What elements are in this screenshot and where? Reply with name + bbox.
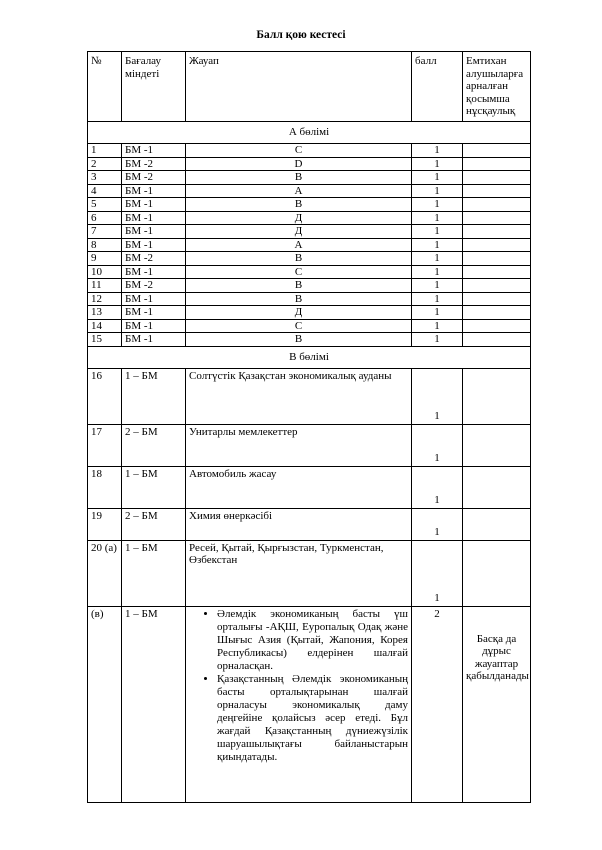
row-answer: B <box>186 171 412 185</box>
row-task: БМ -2 <box>122 279 186 293</box>
row-note <box>463 508 531 540</box>
row-task: БМ -2 <box>122 252 186 266</box>
row-task: 1 – БМ <box>122 466 186 508</box>
row-note <box>463 211 531 225</box>
row-answer: C <box>186 319 412 333</box>
section-b-label: В бөлімі <box>88 346 531 368</box>
row-note <box>463 319 531 333</box>
scoring-table <box>87 51 531 803</box>
row-num: 17 <box>88 424 122 466</box>
table-row <box>88 157 531 171</box>
row-score: 1 <box>412 466 463 508</box>
row-task: БМ -1 <box>122 265 186 279</box>
row-note <box>463 279 531 293</box>
table-row <box>88 225 531 239</box>
row-task: БМ -2 <box>122 157 186 171</box>
row-note <box>463 184 531 198</box>
row-task: БМ -1 <box>122 211 186 225</box>
table-row <box>88 265 531 279</box>
row-score: 1 <box>412 184 463 198</box>
row-answer: C <box>186 144 412 158</box>
row-num: 19 <box>88 508 122 540</box>
row-note <box>463 306 531 320</box>
row-answer: C <box>186 265 412 279</box>
row-answer: B <box>186 198 412 212</box>
row-note <box>463 252 531 266</box>
row-num: 12 <box>88 292 122 306</box>
row-score: 1 <box>412 424 463 466</box>
row-task: БМ -1 <box>122 198 186 212</box>
row-note <box>463 144 531 158</box>
table-row-v <box>88 606 531 802</box>
row-answer: A <box>186 238 412 252</box>
table-row <box>88 466 531 508</box>
row-score: 1 <box>412 265 463 279</box>
row-note <box>463 292 531 306</box>
header-row <box>88 52 531 122</box>
row-answer: Автомобиль жасау <box>186 466 412 508</box>
row-task: 1 – БМ <box>122 368 186 424</box>
row-num: 2 <box>88 157 122 171</box>
row-note <box>463 540 531 606</box>
page-title: Балл қою кестесі <box>256 29 346 41</box>
row-task: БМ -1 <box>122 292 186 306</box>
table-row <box>88 508 531 540</box>
row-score: 1 <box>412 540 463 606</box>
row-score: 2 <box>412 606 463 802</box>
row-answer: Химия өнеркәсібі <box>186 508 412 540</box>
row-num: 9 <box>88 252 122 266</box>
row-answer: Ресей, Қытай, Қырғызстан, Туркменстан, Өзбекстан <box>186 540 412 606</box>
row-answer: A <box>186 184 412 198</box>
row-task: БМ -1 <box>122 306 186 320</box>
row-note <box>463 333 531 347</box>
table-row <box>88 368 531 424</box>
row-task: БМ -1 <box>122 333 186 347</box>
row-answer: B <box>186 252 412 266</box>
row-score: 1 <box>412 319 463 333</box>
row-note <box>463 368 531 424</box>
row-note: Басқа да дұрыс жауаптар қабылданады <box>463 606 531 802</box>
header-score: балл <box>412 52 463 122</box>
row-task: БМ -1 <box>122 319 186 333</box>
row-answer: Солтүстік Қазақстан экономикалық ауданы <box>186 368 412 424</box>
row-score: 1 <box>412 368 463 424</box>
row-score: 1 <box>412 144 463 158</box>
header-answer: Жауап <box>186 52 412 122</box>
row-score: 1 <box>412 198 463 212</box>
row-num: 13 <box>88 306 122 320</box>
table-row <box>88 252 531 266</box>
row-num: 6 <box>88 211 122 225</box>
row-num: 16 <box>88 368 122 424</box>
row-note <box>463 157 531 171</box>
row-note <box>463 466 531 508</box>
row-score: 1 <box>412 508 463 540</box>
row-answer: B <box>186 333 412 347</box>
row-note <box>463 424 531 466</box>
row-score: 1 <box>412 171 463 185</box>
row-score: 1 <box>412 292 463 306</box>
row-task: БМ -1 <box>122 144 186 158</box>
table-row <box>88 279 531 293</box>
list-item: • Әлемдік экономиканың басты үш орталығы -АҚШ, Еуропалық Одақ және Шығыс Азия (Қытай, Жапония, Корея Республикасы) елдерінен шалғай орналасқан. <box>217 608 408 673</box>
list-item: • Қазақстанның Әлемдік экономиканың басты орталықтарынан шалғай орналасуы экономикалық даму деңгейіне қолайсыз әсер етеді. Бұл жағдай Қазақстанның дүниежүзілік шаруашылықтағы байланыстарын қиындатады. <box>217 673 408 764</box>
answer-bullets <box>189 608 408 764</box>
table-row <box>88 144 531 158</box>
table-row <box>88 238 531 252</box>
row-task: 2 – БМ <box>122 508 186 540</box>
row-task: 2 – БМ <box>122 424 186 466</box>
row-note <box>463 265 531 279</box>
header-note: Емтихан алушыларға арналған қосымша нұсқаулық <box>463 52 531 122</box>
row-answer: B <box>186 292 412 306</box>
row-num: 14 <box>88 319 122 333</box>
table-row <box>88 333 531 347</box>
table-row <box>88 198 531 212</box>
table-row <box>88 211 531 225</box>
row-score: 1 <box>412 333 463 347</box>
row-num: (в) <box>88 606 122 802</box>
table-row <box>88 184 531 198</box>
section-a-label: А бөлімі <box>88 122 531 144</box>
row-num: 3 <box>88 171 122 185</box>
row-num: 18 <box>88 466 122 508</box>
table-row <box>88 292 531 306</box>
row-score: 1 <box>412 157 463 171</box>
row-score: 1 <box>412 238 463 252</box>
row-task: БМ -1 <box>122 225 186 239</box>
table-row <box>88 540 531 606</box>
row-task: 1 – БМ <box>122 540 186 606</box>
row-note <box>463 225 531 239</box>
table-row <box>88 171 531 185</box>
row-answer: Д <box>186 306 412 320</box>
row-answer: Д <box>186 225 412 239</box>
header-num: № <box>88 52 122 122</box>
row-score: 1 <box>412 252 463 266</box>
row-score: 1 <box>412 306 463 320</box>
table-row <box>88 306 531 320</box>
row-answer <box>186 606 412 802</box>
row-score: 1 <box>412 279 463 293</box>
row-score: 1 <box>412 211 463 225</box>
row-answer: D <box>186 157 412 171</box>
row-note <box>463 171 531 185</box>
row-num: 5 <box>88 198 122 212</box>
row-score: 1 <box>412 225 463 239</box>
row-answer: B <box>186 279 412 293</box>
row-note <box>463 198 531 212</box>
row-answer: Д <box>186 211 412 225</box>
row-num: 11 <box>88 279 122 293</box>
row-num: 8 <box>88 238 122 252</box>
row-num: 1 <box>88 144 122 158</box>
row-answer: Унитарлы мемлекеттер <box>186 424 412 466</box>
row-task: БМ -2 <box>122 171 186 185</box>
table-row <box>88 424 531 466</box>
row-task: 1 – БМ <box>122 606 186 802</box>
row-note <box>463 238 531 252</box>
header-task: Бағалау міндеті <box>122 52 186 122</box>
table-row <box>88 319 531 333</box>
row-task: БМ -1 <box>122 184 186 198</box>
row-num: 20 (a) <box>88 540 122 606</box>
row-num: 7 <box>88 225 122 239</box>
row-num: 10 <box>88 265 122 279</box>
section-a-row <box>88 122 531 144</box>
row-num: 15 <box>88 333 122 347</box>
row-task: БМ -1 <box>122 238 186 252</box>
section-b-row <box>88 346 531 368</box>
row-num: 4 <box>88 184 122 198</box>
